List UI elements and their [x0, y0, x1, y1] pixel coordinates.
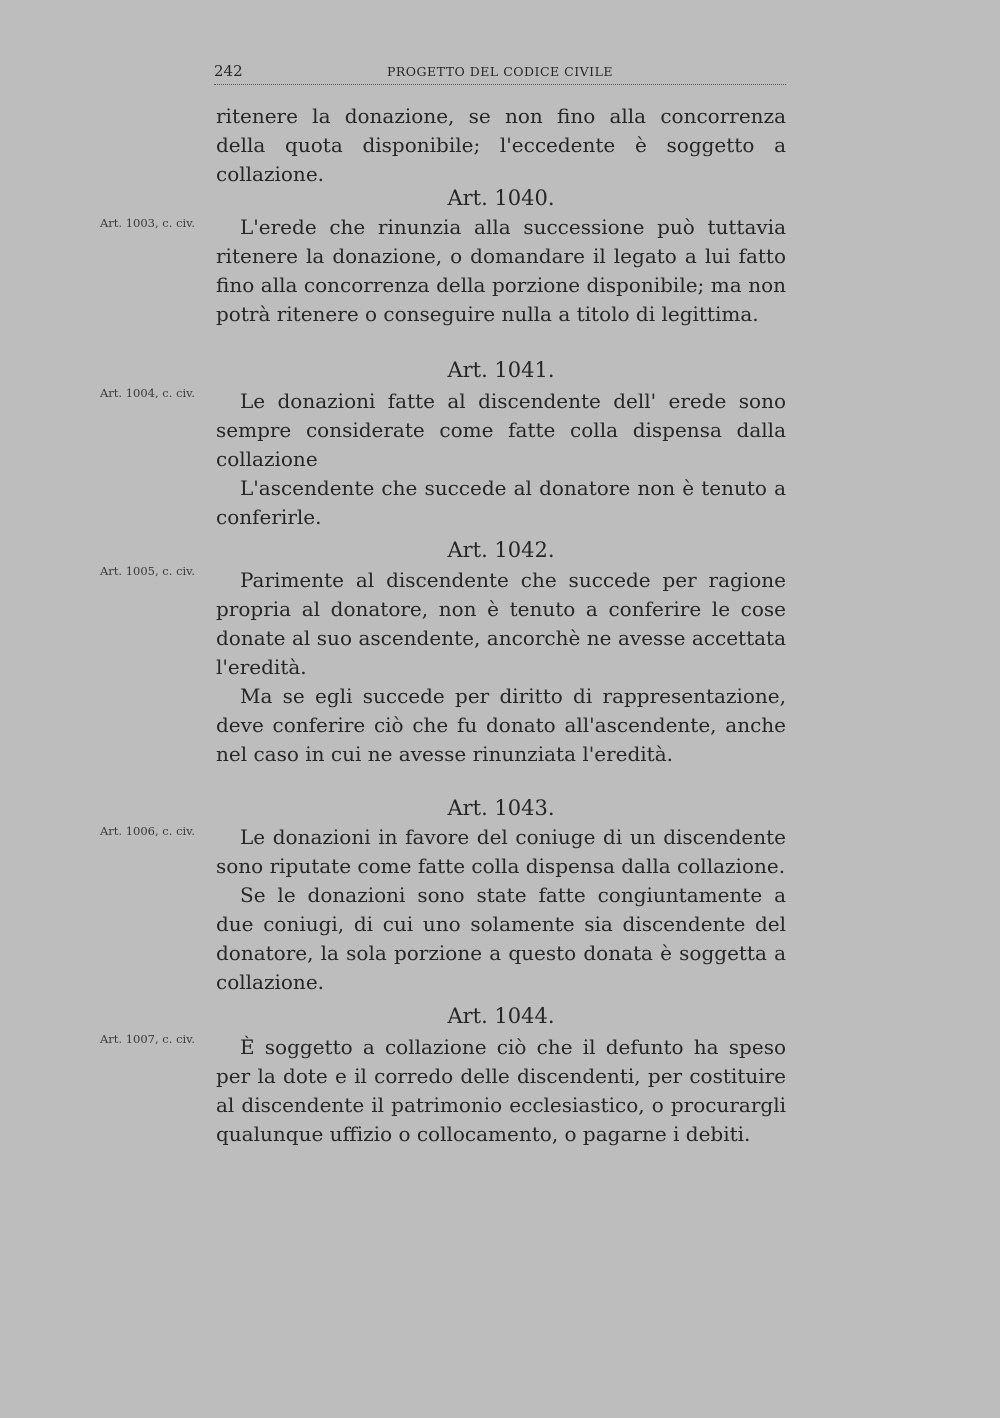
- article-heading-1040: Art. 1040.: [447, 186, 555, 210]
- margin-ref-1043: Art. 1006, c. civ.: [100, 824, 195, 838]
- article-heading-1041: Art. 1041.: [447, 358, 555, 382]
- page-number: 242: [214, 62, 243, 80]
- running-head: PROGETTO DEL CODICE CIVILE: [386, 64, 614, 79]
- page-header: [214, 62, 786, 85]
- margin-ref-1040: Art. 1003, c. civ.: [100, 216, 195, 230]
- article-heading-1044: Art. 1044.: [447, 1004, 555, 1028]
- article-paragraph: Le donazioni fatte al discendente dell' erede sono sempre considerate come fatte colla dispensa dalla collazione: [216, 389, 786, 471]
- article-paragraph: È soggetto a collazione ciò che il defunto ha speso per la dote e il corredo delle discendenti, per costituire al discendente il patrimonio ecclesiastico, o procurargli qualunque uffizio o collocamento, o pagarne i debiti.: [216, 1035, 786, 1146]
- article-heading-1042: Art. 1042.: [447, 538, 555, 562]
- article-body-1042: [216, 566, 786, 769]
- article-paragraph: Parimente al discendente che succede per ragione propria al donatore, non è tenuto a conferire le cose donate al suo ascendente, ancorchè ne avesse accettata l'eredità.: [216, 568, 786, 679]
- article-body-1044: [216, 1033, 786, 1149]
- article-body-1043: [216, 823, 786, 997]
- margin-ref-1042: Art. 1005, c. civ.: [100, 564, 195, 578]
- article-heading-1043: Art. 1043.: [447, 796, 555, 820]
- margin-ref-1041: Art. 1004, c. civ.: [100, 386, 195, 400]
- intro-text: ritenere la donazione, se non fino alla concorrenza della quota disponibile; l'eccedente è soggetto a collazione.: [216, 104, 786, 186]
- article-paragraph: Se le donazioni sono state fatte congiuntamente a due coniugi, di cui uno solamente sia discendente del donatore, la sola porzione a questo donata è soggetta a collazione.: [216, 883, 786, 994]
- article-body-1040: [216, 213, 786, 329]
- margin-ref-1044: Art. 1007, c. civ.: [100, 1032, 195, 1046]
- article-body-1041: [216, 387, 786, 532]
- article-paragraph: L'ascendente che succede al donatore non è tenuto a conferirle.: [216, 476, 786, 529]
- intro-paragraph: [216, 102, 786, 189]
- article-paragraph: Le donazioni in favore del coniuge di un discendente sono riputate come fatte colla dispensa dalla collazione.: [216, 825, 786, 878]
- article-paragraph: Ma se egli succede per diritto di rappresentazione, deve conferire ciò che fu donato all'ascendente, anche nel caso in cui ne avesse rinunziata l'eredità.: [216, 684, 786, 766]
- article-paragraph: L'erede che rinunzia alla successione può tuttavia ritenere la donazione, o domandare il legato a lui fatto fino alla concorrenza della porzione disponibile; ma non potrà ritenere o conseguire nulla a titolo di legittima.: [216, 215, 786, 326]
